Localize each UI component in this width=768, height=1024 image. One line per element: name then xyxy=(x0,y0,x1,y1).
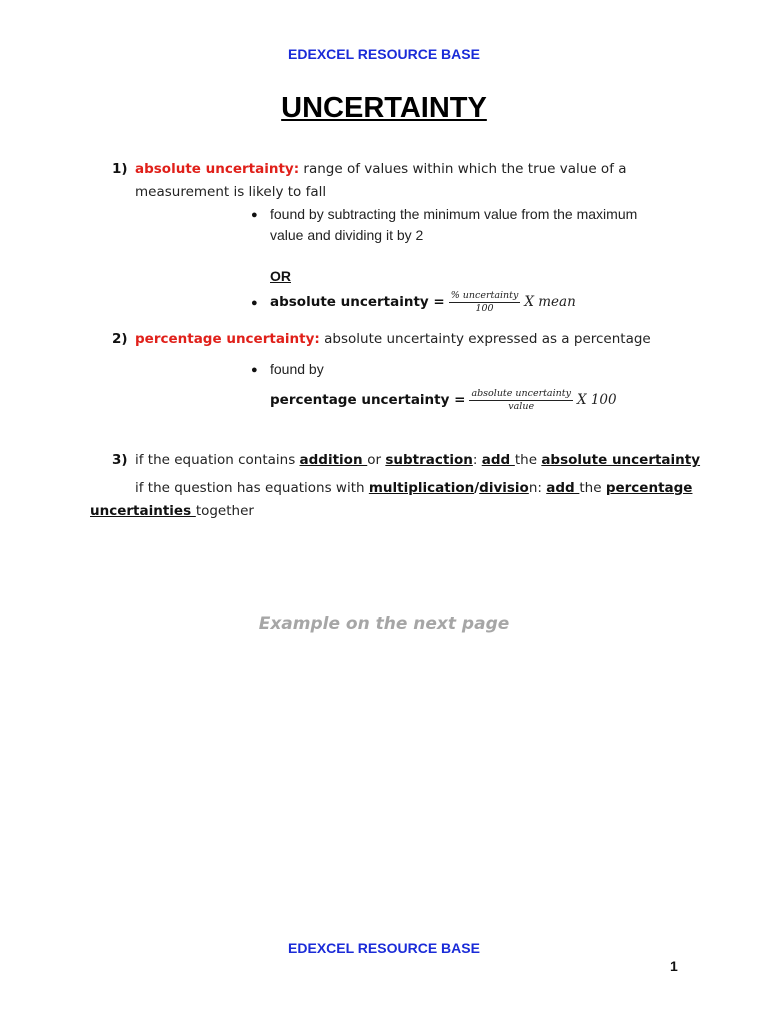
bullet-icon: ● xyxy=(251,364,258,376)
item-1 xyxy=(112,161,128,177)
slash: / xyxy=(474,480,480,496)
item-3 xyxy=(112,452,128,468)
item-number: 3) xyxy=(112,452,128,468)
formula-suffix: X mean xyxy=(524,294,576,310)
page-footer: EDEXCEL RESOURCE BASE xyxy=(288,940,480,956)
fraction-denominator: 100 xyxy=(475,302,494,314)
bullet-text-cont: value and dividing it by 2 xyxy=(270,227,424,243)
term-absolute-uncertainty: absolute uncertainty: xyxy=(135,161,300,177)
bullet-text: found by subtracting the minimum value from the maximum xyxy=(270,206,638,222)
rule-multiplication-line-cont xyxy=(90,503,254,519)
formula-fraction xyxy=(469,388,573,413)
definition-text-cont: measurement is likely to fall xyxy=(135,184,327,200)
text-run: if the question has equations with xyxy=(135,480,369,496)
text-run: the xyxy=(579,480,606,496)
item-1-definition xyxy=(135,161,627,177)
text-run: n: xyxy=(528,480,547,496)
item-number: 1) xyxy=(112,161,128,177)
item-2 xyxy=(112,331,128,347)
bullet-text: found by xyxy=(270,361,324,377)
bullet-icon: ● xyxy=(251,297,258,309)
item-number: 2) xyxy=(112,331,128,347)
keyword-addition: addition xyxy=(299,452,368,468)
absolute-uncertainty-formula xyxy=(270,287,576,317)
keyword-multiplication: multiplication xyxy=(368,480,475,496)
fraction-denominator: value xyxy=(508,400,535,412)
keyword-add: add xyxy=(481,452,515,468)
text-run: : xyxy=(472,452,482,468)
fraction-numerator: absolute uncertainty xyxy=(471,387,571,399)
item-2-definition xyxy=(135,331,651,347)
keyword-division: divisio xyxy=(479,480,529,496)
formula-label: percentage uncertainty = xyxy=(270,392,466,408)
page-title: UNCERTAINTY xyxy=(281,92,487,124)
definition-text: absolute uncertainty expressed as a percentage xyxy=(324,331,651,347)
rule-multiplication-line xyxy=(135,480,692,496)
or-label: OR xyxy=(270,268,291,284)
keyword-uncertainties: uncertainties xyxy=(90,503,196,519)
text-run: or xyxy=(367,452,386,468)
page-number: 1 xyxy=(670,958,678,974)
keyword-absolute-uncertainty: absolute uncertainty xyxy=(541,452,701,468)
text-run: if the equation contains xyxy=(135,452,300,468)
percentage-uncertainty-formula xyxy=(270,384,617,416)
bullet-icon: ● xyxy=(251,209,258,221)
definition-text: range of values within which the true value of a xyxy=(303,161,627,177)
fraction-numerator: % uncertainty xyxy=(450,289,519,301)
rule-addition-line xyxy=(135,452,700,468)
formula-fraction xyxy=(449,290,521,315)
formula-suffix: X 100 xyxy=(576,392,617,408)
text-run: the xyxy=(514,452,542,468)
keyword-percentage: percentage xyxy=(605,480,693,496)
page-header: EDEXCEL RESOURCE BASE xyxy=(288,46,480,62)
formula-label: absolute uncertainty = xyxy=(270,294,445,310)
keyword-add: add xyxy=(546,480,580,496)
term-percentage-uncertainty: percentage uncertainty: xyxy=(135,331,320,347)
text-run: together xyxy=(195,503,254,519)
keyword-subtraction: subtraction xyxy=(385,452,473,468)
example-note: Example on the next page xyxy=(258,614,510,634)
